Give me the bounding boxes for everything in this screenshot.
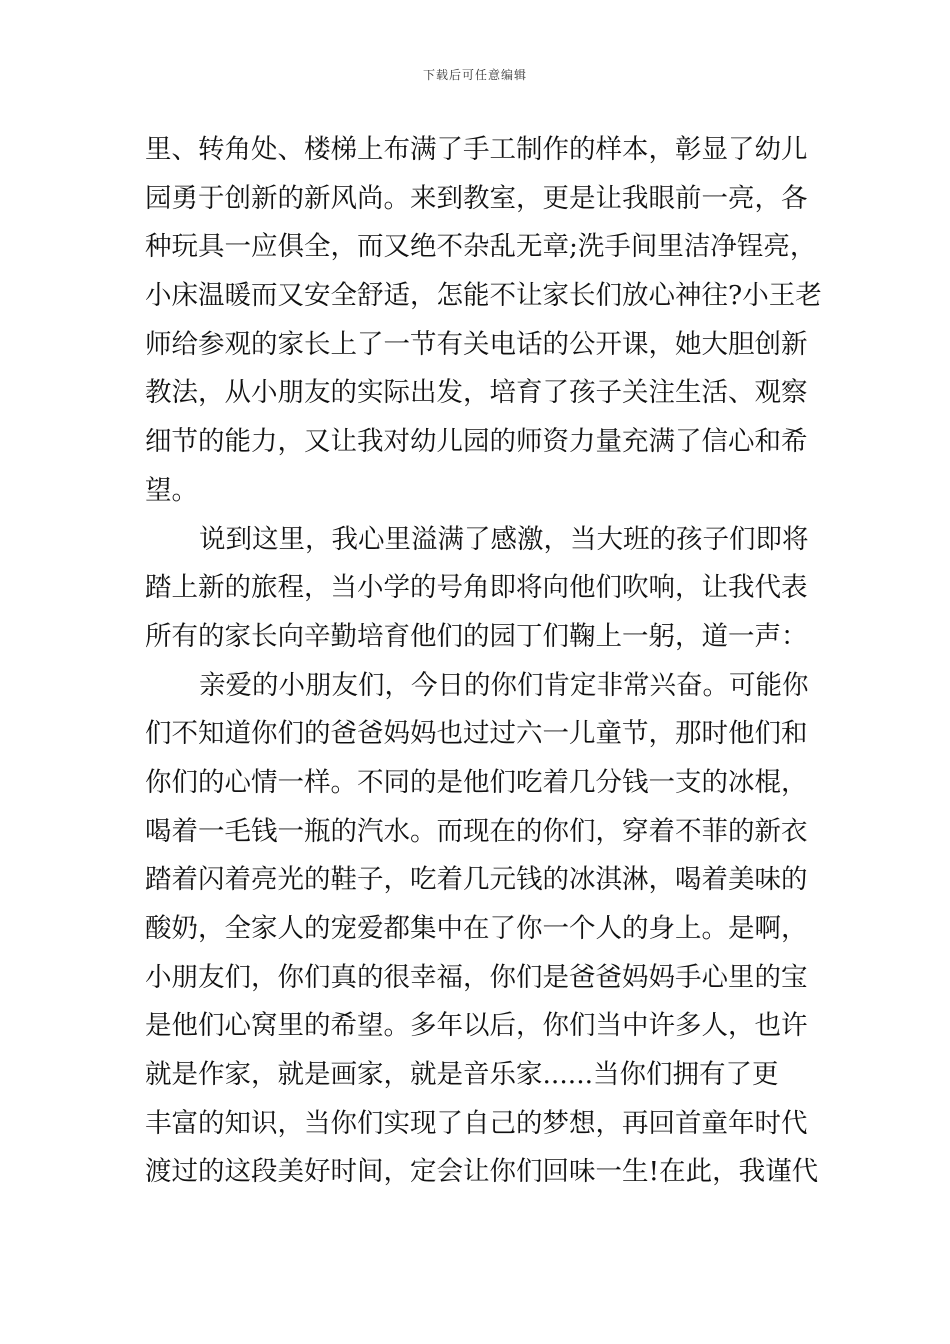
text-line: 们不知道你们的爸爸妈妈也过过六一儿童节，那时他们和 bbox=[145, 718, 808, 750]
text-line: 所有的家长向辛勤培育他们的园丁们鞠上一躬，道一声： bbox=[145, 620, 808, 652]
text-line: 里、转角处、楼梯上布满了手工制作的样本，彰显了幼儿 bbox=[145, 134, 808, 165]
text-line: 你们的心情一样。不同的是他们吃着几分钱一支的冰棍， bbox=[145, 766, 808, 798]
text-line: 亲爱的小朋友们，今日的你们肯定非常兴奋。可能你 bbox=[199, 669, 809, 701]
text-line: 踏着闪着亮光的鞋子，吃着几元钱的冰淇淋，喝着美味的 bbox=[145, 864, 808, 896]
text-line: 踏上新的旅程，当小学的号角即将向他们吹响，让我代表 bbox=[145, 572, 808, 604]
text-line: 说到这里，我心里溢满了感激，当大班的孩子们即将 bbox=[199, 523, 809, 555]
document-body bbox=[145, 126, 822, 1197]
text-line: 小床温暖而又安全舒适，怎能不让家长们放心神往?小王老 bbox=[145, 280, 822, 312]
text-line: 细节的能力，又让我对幼儿园的师资力量充满了信心和希 bbox=[145, 426, 808, 458]
paragraph-3 bbox=[145, 662, 819, 1198]
text-line: 教法，从小朋友的实际出发，培育了孩子关注生活、观察 bbox=[145, 377, 808, 409]
text-line: 酸奶，全家人的宠爱都集中在了你一个人的身上。是啊， bbox=[145, 913, 808, 944]
text-line: 园勇于创新的新风尚。来到教室，更是让我眼前一亮，各 bbox=[145, 182, 808, 214]
text-line: 喝着一毛钱一瓶的汽水。而现在的你们，穿着不菲的新衣 bbox=[145, 815, 808, 847]
paragraph-1 bbox=[145, 126, 822, 516]
text-line: 小朋友们，你们真的很幸福，你们是爸爸妈妈手心里的宝 bbox=[145, 961, 808, 993]
text-line: 就是作家，就是画家，就是音乐家......当你们拥有了更 bbox=[145, 1059, 779, 1091]
text-line: 丰富的知识，当你们实现了自己的梦想，再回首童年时代 bbox=[145, 1107, 808, 1139]
text-line: 渡过的这段美好时间，定会让你们回味一生!在此，我谨代 bbox=[145, 1156, 819, 1188]
text-line: 种玩具一应俱全，而又绝不杂乱无章;洗手间里洁净锃亮， bbox=[145, 231, 817, 263]
text-line: 望。 bbox=[145, 474, 198, 506]
text-line: 师给参观的家长上了一节有关电话的公开课，她大胆创新 bbox=[145, 328, 808, 360]
header-note: 下载后可任意编辑 bbox=[422, 68, 527, 82]
text-line: 是他们心窝里的希望。多年以后，你们当中许多人，也许 bbox=[145, 1010, 808, 1042]
paragraph-2 bbox=[145, 516, 815, 662]
